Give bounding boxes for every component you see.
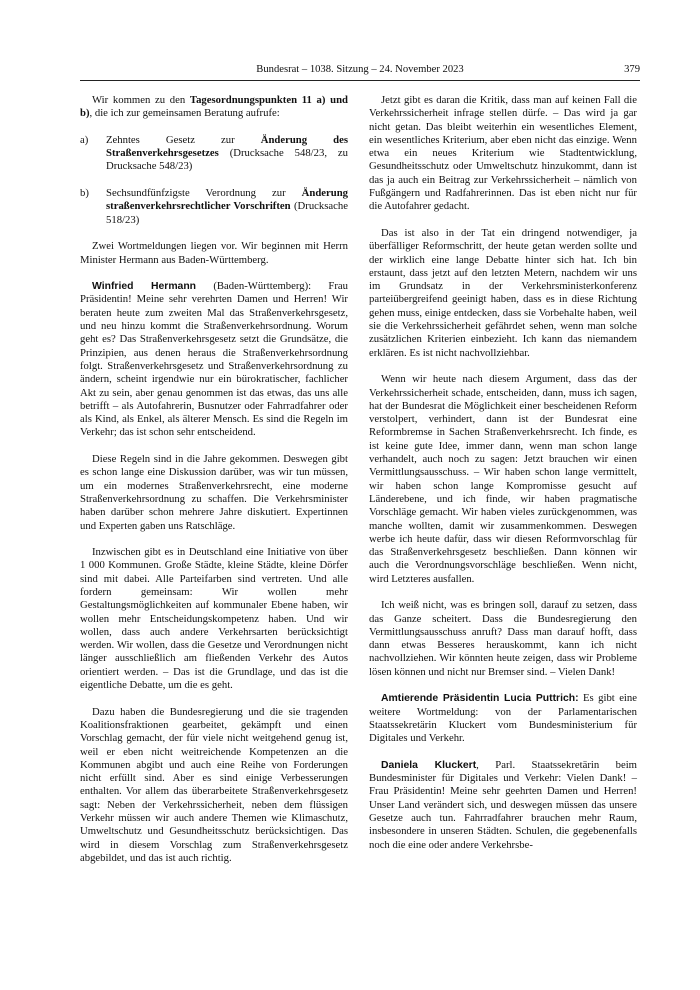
header-rule (80, 80, 640, 81)
speaker-name: Winfried Hermann (92, 281, 197, 293)
paragraph: Zwei Wortmeldungen liegen vor. Wir beginnen mit Herrn Minister Hermann aus Baden-Württemberg. (80, 240, 348, 266)
paragraph: Wenn wir heute nach diesem Argument, dass das der Verkehrssicherheit schade, entscheiden, dann, muss ich sagen, hat der Bundesrat die Möglichkeit einer bescheidenen Reform verstolpert, verhindert, dann ist der Bundesrat eine Reformbremse in Sachen Straßenverkehrsrecht. Ich finde, es ist keine gute Idee, immer dann, wenn man schon lange verhandelt, auch noch zu sagen: Jetzt brauchen wir einen Vermittlungsausschuss. – Wir haben schon lange vermittelt, wir haben schon lange Kompromisse gesucht auf Länderebene, und ich finde, wir haben pragmatische Vorschläge gemacht. Wir haben vieles zurückgenommen, was manche wollten, damit wir zusammenkommen. Deswegen werbe ich heute dafür, dass wir diesen Reformvorschlag für das Straßenverkehrsgesetz beschließen. Dann können wir auch die Verordnungsvorschläge beschließen. Wenn nicht, wird Letzteres ausfallen. (369, 373, 637, 585)
paragraph: Das ist also in der Tat ein dringend notwendiger, ja überfälliger Reformschritt, der heute getan werden sollte und der wirklich eine lange Debatte hinter sich hat. Ich bin erstaunt, dass jetzt auf den letzten Metern, nachdem wir uns im Grundsatz in der Verkehrsministerkonferenz parteiübergreifend geeinigt haben, dass es in diese Richtung gehen muss, einige entdecken, dass sie Vorbehalte haben, weil sie die Verkehrssicherheit gefährdet sehen, wenn man solche zusätzlichen Kriterien einbezieht. Ich kann das niemandem erklären. Es ist nicht nachvollziehbar. (369, 226, 637, 359)
header-title: Bundesrat – 1038. Sitzung – 24. November 2023 (256, 64, 464, 75)
agenda-item-title: Änderung des Straßenverkehrsgesetzes (106, 133, 349, 160)
agenda-item-marker: b) (80, 187, 89, 200)
left-column (80, 94, 348, 879)
speaker-name: Amtierende Präsidentin Lucia Puttrich: (381, 693, 579, 705)
paragraph: Inzwischen gibt es in Deutschland eine Initiative von über 1 000 Kommunen. Große Städte, kleine Städte, kleine Dörfer sind mit dabei. Alle Parteifarben sind vertreten. Und alle fordern gemeinsam: Wir wollen mehr Gestaltungsmöglichkeiten auf kommunaler Ebene haben, wir wollen mehr Entscheidungskompetenz haben. Und wir wollen, dass auch andere Verkehrsarten berücksichtigt werden. Wir wollen, dass die Gesetze und Verordnungen nicht länger ausschließlich am fließenden Verkehr des Autos orientiert werden. – Das ist die Grundlage, und das ist die eigentliche Debatte, um die es geht. (80, 546, 348, 692)
page-number: 379 (624, 64, 640, 75)
paragraph: Jetzt gibt es daran die Kritik, dass man auf keinen Fall die Verkehrssicherheit infrage stellen dürfe. – Das wird ja gar nicht getan. Das bleibt weiterhin ein wesentliches Element, ein wesentliches Kriterium, aber eben nicht das einzige. Wenn etwa ein neues Kriterium wie Stadtentwicklung, Gesundheitsschutz oder Umweltschutz hinzukommt, dann ist das ja auch ein Beitrag zur Verkehrssicherheit – nämlich von Fußgängern und Radfahrerinnen. Das ist eben nicht nur für die Autofahrer gedacht. (369, 94, 637, 213)
agenda-item-title: Änderung straßenverkehrsrechtlicher Vorschriften (106, 187, 348, 213)
speech-kluckert: Daniela Kluckert, Parl. Staatssekretärin beim Bundesminister für Digitales und Verkehr: Vielen Dank! – Frau Präsidentin! Meine sehr geehrten Damen und Herren! Unser Land verändert sich, und deswegen müssen das unsere Gesetze auch tun. Fahrradfahrer brauchen mehr Raum, insbesondere in unseren Städten. Schulen, die gegebenenfalls noch die eine oder andere Verkehrsbe- (369, 758, 637, 851)
agenda-item-marker: a) (80, 133, 89, 146)
page-header (80, 62, 640, 78)
president-statement: Amtierende Präsidentin Lucia Puttrich: Es gibt eine weitere Wortmeldung: von der Parlamentarischen Staatssekretärin Kluckert vom Bundesministerium für Digitales und Verkehr. (369, 692, 637, 745)
agenda-item-b: b) Sechsundfünfzigste Verordnung zur Änderung straßenverkehrsrechtlicher Vorschriften (Drucksache 518/23) (80, 187, 348, 226)
speech-hermann: Winfried Hermann (Baden-Württemberg): Frau Präsidentin! Meine sehr verehrten Damen und Herren! Wir beraten heute zum zweiten Mal das Straßenverkehrsgesetz, und neu hinzu kommt die Straßenverkehrsordnung. Worum geht es? Das Straßenverkehrsgesetz setzt die Grundsätze, die Prinzipien, aus denen heraus die Straßenverkehrsordnung folgt. Straßenverkehrsgesetz und Straßenverkehrsordnung zu ändern, scheint irgendwie nur ein bürokratischer, fachlicher Akt zu sein, aber genau genommen ist das etwas, das uns alle betrifft – als Autofahrerin, Busnutzer oder Fahrradfahrer oder als Kind, als Enkel, als älterer Mensch. Es sind die Regeln im Verkehr; das ist schon sehr entscheidend. (80, 280, 348, 439)
agenda-items-reference: Tagesordnungspunkten 11 a) und b) (80, 94, 348, 120)
agenda-intro: Wir kommen zu den Tagesordnungspunkten 11 a) und b), die ich zur gemeinsamen Beratung aufrufe: (80, 94, 348, 120)
speaker-name: Daniela Kluckert (381, 759, 477, 771)
agenda-item-a: a) Zehntes Gesetz zur Änderung des Straßenverkehrsgesetzes (Drucksache 548/23, zu Drucksache 548/23) (80, 133, 349, 173)
right-column (369, 94, 637, 865)
paragraph: Ich weiß nicht, was es bringen soll, darauf zu setzen, dass das Ganze scheitert. Dass die Bundesregierung den Vermittlungsausschuss anruft? Dass man darauf hofft, dass dann etwas Besseres herauskommt, kann ich nicht nachvollziehen. Wir könnten heute zeigen, dass wir Probleme lösen können und nicht nur Bremser sind. – Vielen Dank! (369, 599, 637, 678)
paragraph: Dazu haben die Bundesregierung und die sie tragenden Koalitionsfraktionen gearbeitet, gekämpft und einen Vorschlag gemacht, der für viele nicht weitgehend genug ist, weil er eben nicht weitreichende Kompetenzen an die Kommunen abgibt und auch eine Reihe von Forderungen nicht erfüllt sind. Aber es sind einige Verbesserungen enthalten. Vor allem das überarbeitete Straßenverkehrsgesetz sagt: Neben der Verkehrssicherheit, neben dem flüssigen Verkehr müssen wir auch andere Themen wie Klimaschutz, Umweltschutz und Gesundheitsschutz berücksichtigen. Das wird in diesem Vorschlag zum Straßenverkehrsgesetz abgebildet, und das ist auch richtig. (80, 705, 348, 864)
paragraph: Diese Regeln sind in die Jahre gekommen. Deswegen gibt es schon lange eine Diskussion darüber, was wir tun müssen, um ein modernes Straßenverkehrsrecht, eine moderne Straßenverkehrsordnung zu schaffen. Die Verkehrsminister haben darüber schon mehrere Jahre diskutiert. Expertinnen und Experten gaben uns Ratschläge. (80, 453, 348, 532)
